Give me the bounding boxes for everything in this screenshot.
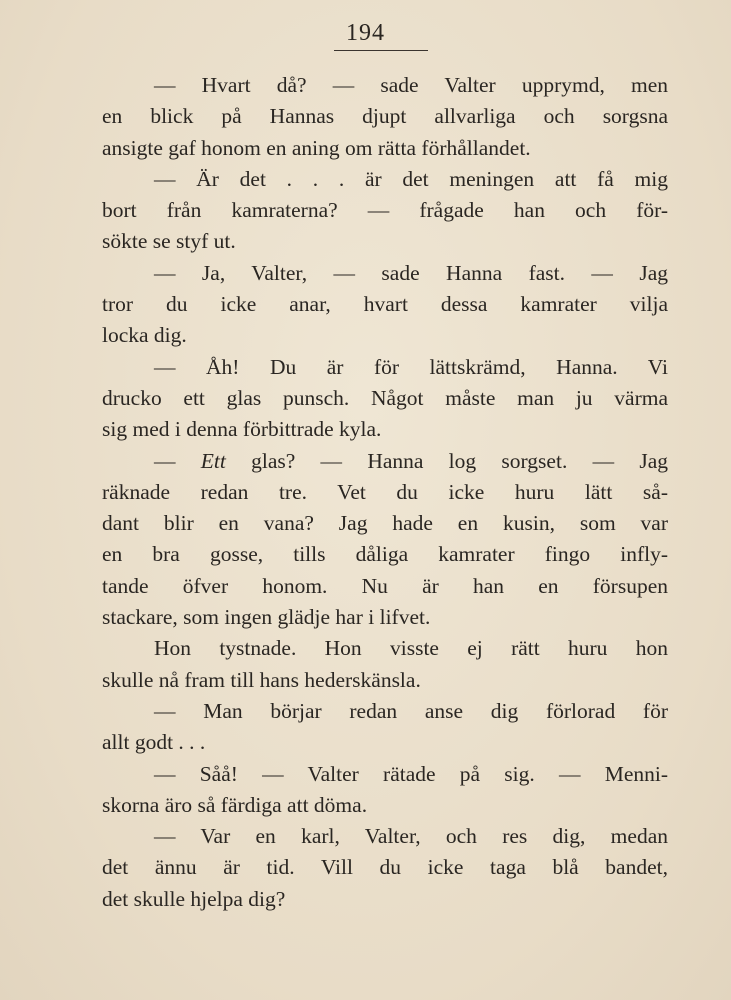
text-line: — Såå! — Valter rätade på sig. — Menni- xyxy=(154,761,668,786)
text-line: — Åh! Du är för lättskrämd, Hanna. Vi xyxy=(154,354,668,379)
text-line: dant blir en vana? Jag hade en kusin, som var xyxy=(102,511,668,536)
text-line: stackare, som ingen glädje har i lifvet. xyxy=(102,605,431,630)
emphasis: Ett xyxy=(200,448,226,473)
text-line: sökte se styf ut. xyxy=(102,229,236,254)
text-line: — Ett glas? — Hanna log sorgset. — Jag xyxy=(154,448,668,473)
text-line: skulle nå fram till hans hederskänsla. xyxy=(102,667,421,692)
text-line: det skulle hjelpa dig? xyxy=(102,886,286,911)
header-rule xyxy=(334,50,428,51)
page-number: 194 xyxy=(346,20,385,46)
text-line: locka dig. xyxy=(102,323,187,348)
text-line: tande öfver honom. Nu är han en försupen xyxy=(102,573,668,598)
body-text xyxy=(102,70,668,915)
text-line: räknade redan tre. Vet du icke huru lätt så- xyxy=(102,479,668,504)
text-line: allt godt . . . xyxy=(102,730,206,755)
text-line: bort från kamraterna? — frågade han och för- xyxy=(102,198,668,223)
text-line: det ännu är tid. Vill du icke taga blå bandet, xyxy=(102,855,668,880)
text-line: Hon tystnade. Hon visste ej rätt huru hon xyxy=(154,636,668,661)
text-line: — Var en karl, Valter, och res dig, medan xyxy=(154,824,668,849)
text-line: skorna äro så färdiga att döma. xyxy=(102,792,368,817)
text-line: — Är det . . . är det meningen att få mig xyxy=(154,166,668,191)
text-line: en blick på Hannas djupt allvarliga och sorgsna xyxy=(102,104,668,129)
text-line: sig med i denna förbittrade kyla. xyxy=(102,417,382,442)
text-line: drucko ett glas punsch. Något måste man ju värma xyxy=(102,385,668,410)
text-line: — Hvart då? — sade Valter upprymd, men xyxy=(154,73,668,97)
text-line: en bra gosse, tills dåliga kamrater fingo infly- xyxy=(102,542,668,567)
text-line: — Man börjar redan anse dig förlorad för xyxy=(154,698,668,723)
text-line: — Ja, Valter, — sade Hanna fast. — Jag xyxy=(154,260,668,285)
text-line: tror du icke anar, hvart dessa kamrater vilja xyxy=(102,292,668,317)
text-line: ansigte gaf honom en aning om rätta förhållandet. xyxy=(102,135,531,160)
